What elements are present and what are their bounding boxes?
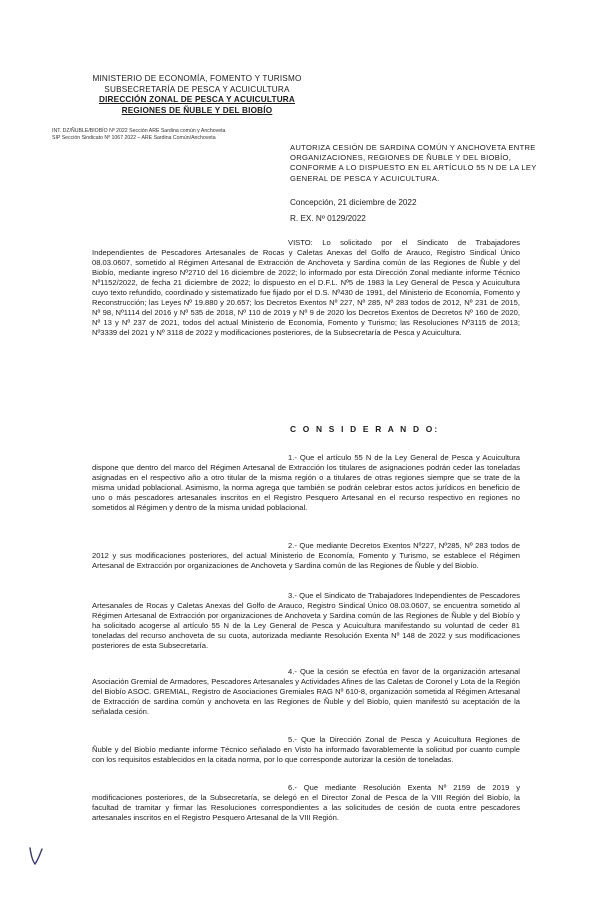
paragraph-5-block xyxy=(92,735,520,765)
paragraph: 6.- Que mediante Resolución Exenta Nº 2159 de 2019 y modificaciones posteriores, de la Subsecretaría, se delegó en el Director Zonal de Pesca de la VIII Región del Biobío, la facultad de tramitar y firmar las Resoluciones correspondientes a las solicitudes de cesión de cuota entre pescadores artesanales inscritos en el Registro Pesquero Artesanal de la VIII Región. xyxy=(92,783,520,822)
letterhead xyxy=(92,74,302,116)
reference-lines xyxy=(52,128,302,142)
paragraph-6-block xyxy=(92,783,520,823)
paragraph-4-block xyxy=(92,667,520,717)
document-date: Concepción, 21 diciembre de 2022 xyxy=(290,198,417,207)
reference-line: SIP Sección Sindicato Nº 1067 2022 – ARE Sardina Común/Anchoveta xyxy=(52,135,216,141)
paragraph: 3.- Que el Sindicato de Trabajadores Independientes de Pescadores Artesanales de Rocas y Caletas Anexas del Golfo de Arauco, Registro Sindical Único 08.03.0607, se encuentra sometido al Régimen Artesanal de Extracción por organizaciones de Anchoveta y Sardina común de las Regiones de Ñuble y del Biobío y ha solicitado acogerse al artículo 55 N de la Ley General de Pesca y Acuicultura manifestando su voluntad de ceder 81 toneladas del recurso anchoveta de su cuota, autorizada mediante Resolución Exenta Nº 148 de 2022 y sus modificaciones posteriores de esta Subsecretaría. xyxy=(92,591,520,650)
subsecretaria-name: SUBSECRETARÍA DE PESCA Y ACUICULTURA xyxy=(104,84,290,94)
considerando-heading: C O N S I D E R A N D O: xyxy=(290,424,440,434)
paragraph: 4.- Que la cesión se efectúa en favor de la organización artesanal Asociación Gremial de Armadores, Pescadores Artesanales y Actividades Afines de las Caletas de Coronel y Lota de la Región del Biobío ASOC. GREMIAL, Registro de Asociaciones Gremiales RAG Nº 610-8, organización sometida al Régimen Artesanal de Extracción de sardina común y anchoveta en las Regiones de Ñuble y del Biobío, quien manifestó su aceptación de la señalada cesión. xyxy=(92,667,520,716)
paragraph: 2.- Que mediante Decretos Exentos Nº227, Nº285, Nº 283 todos de 2012 y sus modificaciones posteriores, del actual Ministerio de Economía, Fomento y Turismo, se establece el Régimen Artesanal de Extracción por organizaciones de Anchoveta y Sardina común de las Regiones de Ñuble y del Biobío. xyxy=(92,541,520,570)
handwritten-mark-icon xyxy=(26,845,46,867)
ministry-name: MINISTERIO DE ECONOMÍA, FOMENTO Y TURISMO xyxy=(92,74,302,83)
visto-section xyxy=(92,238,520,338)
visto-text: VISTO: Lo solicitado por el Sindicato de Trabajadores Independientes de Pescadores Artesanales de Rocas y Caletas Anexas del Golfo de Arauco, Registro Sindical Único 08.03.0607, sometido al Régimen Artesanal de Extracción de Anchoveta y Sardina común de las Regiones de Ñuble y del Biobío, mediante ingreso Nº2710 del 16 diciembre de 2022; lo informado por esta Dirección Zonal mediante informe Técnico Nº1152/2022, de fecha 21 diciembre de 2022; lo dispuesto en el D.F.L. Nº5 de 1983 la Ley General de Pesca y Acuicultura cuyo texto refundido, coordinado y sistematizado fue fijado por el D.S. Nº430 de 1991, del Ministerio de Economía, Fomento y Reconstrucción; las Leyes Nº 19.880 y 20.657; los Decretos Exentos Nº 227, Nº 285, Nº 283 todos de 2012, Nº 231 de 2015, Nº 98, Nº1114 del 2016 y Nº 535 de 2018, Nº 110 de 2019 y Nº 9 de 2020 los Decretos Exentos de Decretos Nº 160 de 2020, Nº 13 y Nº 237 de 2021, todos del actual Ministerio de Economía, Fomento y Turismo; las Resoluciones Nº3115 de 2013; Nº3339 del 2021 y Nº 3118 de 2022 y modificaciones posteriores, de la Subsecretaría de Pesca y Acuicultura. xyxy=(92,238,520,337)
direccion-zonal-name: DIRECCIÓN ZONAL DE PESCA Y ACUICULTURA xyxy=(98,95,296,105)
paragraph: 5.- Que la Dirección Zonal de Pesca y Acuicultura Regiones de Ñuble y del Biobío mediante informe Técnico señalado en Visto ha informado favorablemente la solicitud por cuanto cumple con los requisitos establecidos en la citada norma, por lo que corresponde autorizar la cesión de toneladas. xyxy=(92,735,520,764)
regiones-name: REGIONES DE ÑUBLE Y DEL BIOBÍO xyxy=(121,105,273,115)
reference-line: INT. DZ/ÑUBLE/BIOBÍO Nº 2022 Sección ARE Sardina común y Anchoveta xyxy=(52,128,226,134)
paragraph: 1.- Que el artículo 55 N de la Ley General de Pesca y Acuicultura dispone que dentro del marco del Régimen Artesanal de Extracción los titulares de asignaciones podrán ceder las toneladas asignadas en el respectivo año a otro titular de la misma región o a titulares de otras regiones siempre que se trate de la misma unidad poblacional. Asimismo, la norma agrega que también se podrán celebrar estos actos jurídicos en beneficio de uno o más pescadores artesanales inscritos en el Registro Pesquero Artesanal en el recurso respectivo en regiones no sometidos al Régimen y dentro de la misma unidad poblacional. xyxy=(92,453,520,512)
paragraph-1-block xyxy=(92,453,520,513)
resolution-number: R. EX. Nº 0129/2022 xyxy=(290,214,366,223)
paragraph-2-block xyxy=(92,541,520,571)
subject-heading: AUTORIZA CESIÓN DE SARDINA COMÚN Y ANCHOVETA ENTRE ORGANIZACIONES, REGIONES DE ÑUBLE Y DEL BIOBÍO, CONFORME A LO DISPUESTO EN EL ARTÍCULO 55 N DE LA LEY GENERAL DE PESCA Y ACUICULTURA. xyxy=(290,143,537,183)
paragraph-3-block xyxy=(92,591,520,651)
